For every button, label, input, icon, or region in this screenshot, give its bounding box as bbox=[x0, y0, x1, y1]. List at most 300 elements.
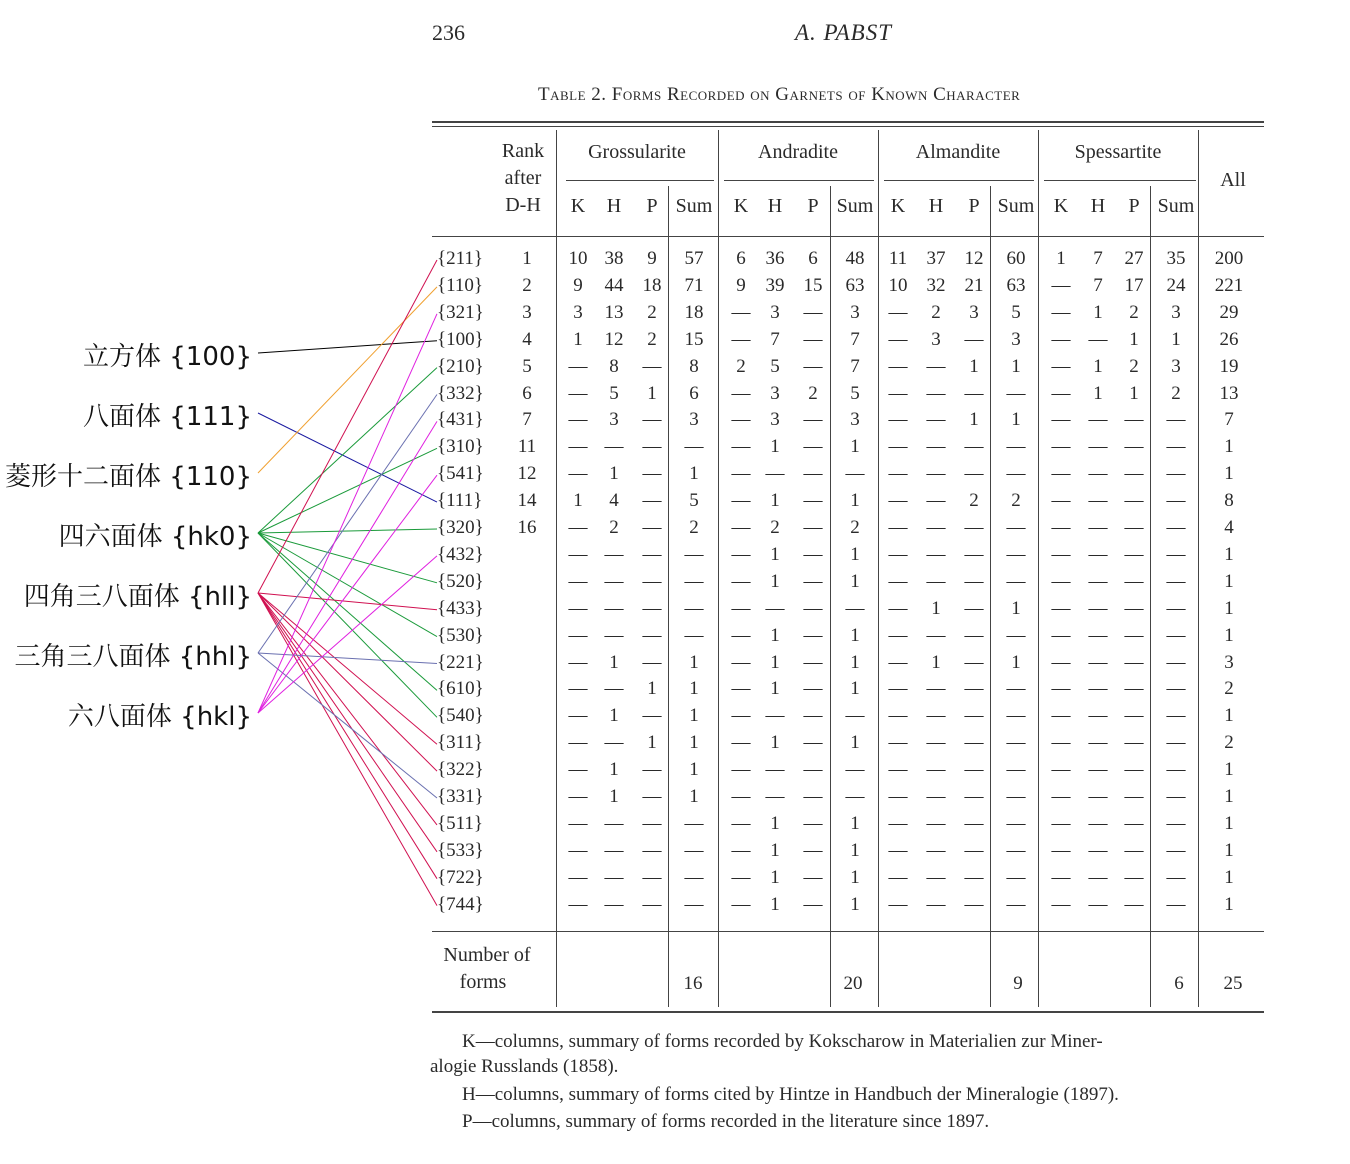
value-cell: — bbox=[1088, 732, 1108, 754]
value-cell: — bbox=[803, 624, 823, 646]
value-cell: — bbox=[1006, 866, 1026, 888]
value-cell: 3 bbox=[573, 301, 583, 323]
value-cell: — bbox=[926, 624, 946, 646]
all-cell: 1 bbox=[1224, 866, 1234, 888]
value-cell: — bbox=[1124, 759, 1144, 781]
all-cell: 1 bbox=[1224, 786, 1234, 807]
all-cell: 2 bbox=[1224, 732, 1234, 754]
form-label: {331} bbox=[437, 786, 484, 807]
value-cell: — bbox=[1088, 570, 1108, 592]
all-cell: 1 bbox=[1224, 597, 1234, 619]
value-cell: — bbox=[803, 651, 823, 673]
all-cell: 26 bbox=[1219, 328, 1239, 350]
sub-header-p: P bbox=[807, 195, 819, 217]
form-label: {722} bbox=[437, 866, 484, 888]
value-cell: 1 bbox=[770, 651, 780, 673]
value-cell: — bbox=[604, 543, 624, 565]
value-cell: — bbox=[964, 866, 984, 888]
value-cell: — bbox=[1051, 570, 1071, 592]
value-cell: — bbox=[1051, 759, 1071, 781]
page-number: 236 bbox=[432, 20, 465, 45]
value-cell: — bbox=[845, 786, 865, 807]
value-cell: 2 bbox=[647, 301, 657, 323]
form-label: {210} bbox=[437, 355, 484, 377]
value-cell: 1 bbox=[689, 651, 699, 673]
value-cell: — bbox=[1166, 839, 1186, 861]
value-cell: — bbox=[731, 759, 751, 781]
value-cell: — bbox=[888, 732, 908, 754]
value-cell: — bbox=[765, 463, 785, 485]
value-cell: 11 bbox=[888, 248, 908, 269]
value-cell: — bbox=[926, 866, 946, 888]
value-cell: — bbox=[731, 301, 751, 323]
value-cell: — bbox=[1006, 893, 1026, 915]
value-cell: — bbox=[604, 624, 624, 646]
value-cell: — bbox=[731, 732, 751, 754]
value-cell: 1 bbox=[850, 543, 860, 565]
value-cell: — bbox=[731, 705, 751, 727]
form-label: {610} bbox=[437, 678, 484, 700]
value-cell: — bbox=[803, 301, 823, 323]
sub-header-h: H bbox=[928, 195, 944, 217]
all-cell: 1 bbox=[1224, 839, 1234, 861]
value-cell: 48 bbox=[845, 248, 865, 269]
value-cell: — bbox=[604, 570, 624, 592]
connector-line bbox=[258, 287, 437, 473]
value-cell: — bbox=[1088, 839, 1108, 861]
number-of-forms-grossularite: 16 bbox=[683, 973, 703, 994]
rank-header-1: Rank bbox=[501, 140, 545, 162]
value-cell: — bbox=[642, 597, 662, 619]
value-cell: — bbox=[888, 490, 908, 512]
value-cell: — bbox=[568, 570, 588, 592]
form-label: {431} bbox=[437, 409, 484, 431]
value-cell: — bbox=[888, 517, 908, 538]
value-cell: — bbox=[568, 759, 588, 781]
value-cell: — bbox=[926, 409, 946, 431]
form-label: {211} bbox=[437, 248, 484, 269]
value-cell: 2 bbox=[850, 517, 860, 538]
table-title: Table 2. Forms Recorded on Garnets of Known Character bbox=[538, 84, 1021, 105]
value-cell: — bbox=[888, 382, 908, 404]
value-cell: — bbox=[1006, 839, 1026, 861]
value-cell: — bbox=[1166, 624, 1186, 646]
value-cell: 2 bbox=[770, 517, 780, 538]
value-cell: — bbox=[964, 786, 984, 807]
value-cell: — bbox=[845, 705, 865, 727]
value-cell: 1 bbox=[609, 705, 619, 727]
form-label: {432} bbox=[437, 543, 484, 565]
value-cell: — bbox=[568, 786, 588, 807]
value-cell: — bbox=[926, 570, 946, 592]
all-cell: 1 bbox=[1224, 436, 1234, 458]
value-cell: — bbox=[765, 759, 785, 781]
value-cell: — bbox=[803, 705, 823, 727]
value-cell: — bbox=[803, 570, 823, 592]
value-cell: — bbox=[964, 705, 984, 727]
value-cell: — bbox=[926, 839, 946, 861]
value-cell: — bbox=[1051, 786, 1071, 807]
value-cell: — bbox=[803, 409, 823, 431]
form-label: {322} bbox=[437, 759, 484, 781]
value-cell: — bbox=[803, 866, 823, 888]
value-cell: 1 bbox=[850, 839, 860, 861]
connector-line bbox=[258, 593, 437, 879]
value-cell: — bbox=[1051, 490, 1071, 512]
value-cell: — bbox=[1166, 678, 1186, 700]
value-cell: 1 bbox=[850, 866, 860, 888]
value-cell: — bbox=[642, 786, 662, 807]
value-cell: 10 bbox=[568, 248, 588, 269]
value-cell: 3 bbox=[770, 409, 780, 431]
value-cell: — bbox=[803, 678, 823, 700]
sub-header-p: P bbox=[968, 195, 980, 217]
form-label: {540} bbox=[437, 705, 484, 727]
form-label: {744} bbox=[437, 893, 484, 915]
value-cell: — bbox=[803, 355, 823, 377]
value-cell: — bbox=[1124, 893, 1144, 915]
value-cell: 18 bbox=[684, 301, 704, 323]
value-cell: — bbox=[684, 812, 704, 834]
connector-line bbox=[258, 341, 437, 353]
all-cell: 13 bbox=[1219, 382, 1239, 404]
value-cell: — bbox=[1006, 732, 1026, 754]
value-cell: — bbox=[731, 490, 751, 512]
value-cell: — bbox=[642, 517, 662, 538]
sub-header-h: H bbox=[767, 195, 783, 217]
value-cell: — bbox=[1006, 624, 1026, 646]
value-cell: — bbox=[1088, 651, 1108, 673]
value-cell: — bbox=[1124, 463, 1144, 485]
value-cell: 1 bbox=[689, 732, 699, 754]
value-cell: 1 bbox=[1011, 597, 1021, 619]
value-cell: — bbox=[1051, 409, 1071, 431]
footnote-k-1: K—columns, summary of forms recorded by Kokscharow in Materialien zur Miner- bbox=[462, 1031, 1103, 1052]
value-cell: — bbox=[1124, 597, 1144, 619]
value-cell: — bbox=[642, 409, 662, 431]
value-cell: — bbox=[803, 597, 823, 619]
connector-line bbox=[258, 593, 437, 906]
value-cell: 8 bbox=[609, 355, 619, 377]
value-cell: — bbox=[1166, 812, 1186, 834]
value-cell: — bbox=[926, 732, 946, 754]
value-cell: 1 bbox=[770, 839, 780, 861]
footnote-k-2: alogie Russlands (1858). bbox=[430, 1056, 619, 1077]
value-cell: — bbox=[1124, 490, 1144, 512]
value-cell: — bbox=[1166, 893, 1186, 915]
value-cell: 2 bbox=[969, 490, 979, 512]
value-cell: — bbox=[642, 705, 662, 727]
value-cell: — bbox=[926, 705, 946, 727]
value-cell: — bbox=[1124, 409, 1144, 431]
value-cell: — bbox=[1051, 893, 1071, 915]
value-cell: 1 bbox=[770, 570, 780, 592]
value-cell: — bbox=[1088, 543, 1108, 565]
form-label: {221} bbox=[437, 651, 484, 673]
value-cell: — bbox=[642, 759, 662, 781]
value-cell: — bbox=[964, 543, 984, 565]
value-cell: 6 bbox=[808, 248, 818, 269]
value-cell: 1 bbox=[1093, 355, 1103, 377]
value-cell: — bbox=[731, 839, 751, 861]
value-cell: — bbox=[1124, 624, 1144, 646]
value-cell: 1 bbox=[850, 570, 860, 592]
annotation-label: 菱形十二面体 {110} bbox=[5, 462, 252, 492]
value-cell: — bbox=[1006, 517, 1026, 538]
value-cell: 1 bbox=[647, 678, 657, 700]
rank-cell: 6 bbox=[522, 382, 532, 404]
connector-line bbox=[258, 653, 437, 664]
value-cell: 3 bbox=[770, 301, 780, 323]
value-cell: 37 bbox=[926, 248, 946, 269]
all-cell: 1 bbox=[1224, 624, 1234, 646]
group-header-andradite: Andradite bbox=[758, 141, 838, 163]
value-cell: 4 bbox=[609, 490, 619, 512]
value-cell: — bbox=[604, 732, 624, 754]
value-cell: — bbox=[1124, 436, 1144, 458]
rank-cell: 3 bbox=[522, 301, 532, 323]
value-cell: — bbox=[926, 436, 946, 458]
sub-header-k: K bbox=[570, 195, 586, 217]
value-cell: — bbox=[888, 705, 908, 727]
value-cell: — bbox=[964, 328, 984, 350]
value-cell: — bbox=[765, 786, 785, 807]
all-cell: 1 bbox=[1224, 759, 1234, 781]
value-cell: 1 bbox=[1171, 328, 1181, 350]
value-cell: — bbox=[1088, 597, 1108, 619]
value-cell: — bbox=[1006, 463, 1026, 485]
value-cell: — bbox=[1051, 651, 1071, 673]
value-cell: 1 bbox=[1011, 409, 1021, 431]
connector-line bbox=[258, 533, 437, 637]
value-cell: — bbox=[803, 490, 823, 512]
value-cell: — bbox=[888, 759, 908, 781]
value-cell: 1 bbox=[770, 732, 780, 754]
annotation-label: 三角三八面体 {hhl} bbox=[14, 642, 252, 672]
value-cell: 3 bbox=[931, 328, 941, 350]
value-cell: — bbox=[642, 543, 662, 565]
value-cell: 3 bbox=[609, 409, 619, 431]
value-cell: — bbox=[1088, 893, 1108, 915]
value-cell: — bbox=[1088, 463, 1108, 485]
connector-line bbox=[258, 533, 437, 690]
value-cell: — bbox=[1051, 678, 1071, 700]
rank-cell: 11 bbox=[517, 436, 537, 458]
form-label: {511} bbox=[437, 812, 484, 834]
rank-cell: 2 bbox=[522, 274, 532, 296]
form-label: {311} bbox=[437, 732, 484, 754]
value-cell: — bbox=[568, 812, 588, 834]
value-cell: — bbox=[888, 866, 908, 888]
value-cell: 1 bbox=[770, 866, 780, 888]
value-cell: — bbox=[1124, 786, 1144, 807]
form-label: {110} bbox=[437, 274, 484, 296]
value-cell: 12 bbox=[604, 328, 624, 350]
value-cell: — bbox=[926, 812, 946, 834]
value-cell: — bbox=[568, 893, 588, 915]
value-cell: — bbox=[1051, 705, 1071, 727]
rank-cell: 1 bbox=[522, 248, 532, 269]
value-cell: — bbox=[1088, 759, 1108, 781]
value-cell: 1 bbox=[850, 651, 860, 673]
rank-cell: 16 bbox=[517, 517, 537, 538]
value-cell: 17 bbox=[1124, 274, 1144, 296]
value-cell: — bbox=[964, 517, 984, 538]
value-cell: — bbox=[926, 463, 946, 485]
value-cell: — bbox=[888, 893, 908, 915]
rank-cell: 14 bbox=[517, 490, 537, 512]
value-cell: — bbox=[568, 678, 588, 700]
value-cell: — bbox=[964, 463, 984, 485]
value-cell: 1 bbox=[647, 382, 657, 404]
value-cell: — bbox=[926, 893, 946, 915]
form-label: {320} bbox=[437, 517, 484, 538]
value-cell: 1 bbox=[573, 490, 583, 512]
value-cell: — bbox=[1051, 597, 1071, 619]
value-cell: — bbox=[731, 678, 751, 700]
value-cell: — bbox=[1051, 436, 1071, 458]
value-cell: — bbox=[803, 732, 823, 754]
value-cell: — bbox=[642, 490, 662, 512]
connector-line bbox=[258, 448, 437, 533]
connector-line bbox=[258, 314, 437, 713]
value-cell: — bbox=[888, 624, 908, 646]
value-cell: — bbox=[803, 759, 823, 781]
connector-line bbox=[258, 395, 437, 654]
value-cell: — bbox=[604, 678, 624, 700]
value-cell: — bbox=[1088, 436, 1108, 458]
value-cell: 3 bbox=[770, 382, 780, 404]
value-cell: — bbox=[1051, 624, 1071, 646]
value-cell: 32 bbox=[926, 274, 946, 296]
connector-line bbox=[258, 368, 437, 533]
value-cell: — bbox=[926, 517, 946, 538]
value-cell: — bbox=[568, 651, 588, 673]
value-cell: — bbox=[1088, 624, 1108, 646]
value-cell: — bbox=[964, 759, 984, 781]
value-cell: 5 bbox=[609, 382, 619, 404]
value-cell: 44 bbox=[604, 274, 624, 296]
connector-line bbox=[258, 529, 437, 533]
value-cell: — bbox=[731, 328, 751, 350]
all-cell: 8 bbox=[1224, 490, 1234, 512]
value-cell: — bbox=[888, 839, 908, 861]
value-cell: 1 bbox=[573, 328, 583, 350]
value-cell: — bbox=[1088, 409, 1108, 431]
value-cell: 1 bbox=[850, 893, 860, 915]
value-cell: 1 bbox=[770, 812, 780, 834]
connector-line bbox=[258, 475, 437, 713]
value-cell: 2 bbox=[808, 382, 818, 404]
value-cell: 1 bbox=[770, 893, 780, 915]
value-cell: — bbox=[568, 463, 588, 485]
value-cell: 2 bbox=[736, 355, 746, 377]
value-cell: 6 bbox=[736, 248, 746, 269]
form-label: {530} bbox=[437, 624, 484, 646]
value-cell: 1 bbox=[770, 624, 780, 646]
value-cell: — bbox=[888, 328, 908, 350]
value-cell: — bbox=[604, 597, 624, 619]
value-cell: — bbox=[1124, 705, 1144, 727]
value-cell: — bbox=[1166, 597, 1186, 619]
form-label: {541} bbox=[437, 463, 484, 485]
rank-cell: 12 bbox=[517, 463, 537, 485]
value-cell: — bbox=[1166, 543, 1186, 565]
value-cell: — bbox=[1088, 678, 1108, 700]
value-cell: — bbox=[845, 463, 865, 485]
value-cell: — bbox=[1051, 812, 1071, 834]
value-cell: — bbox=[1088, 490, 1108, 512]
number-of-forms-andradite: 20 bbox=[843, 973, 863, 994]
value-cell: 3 bbox=[1171, 355, 1181, 377]
value-cell: — bbox=[642, 463, 662, 485]
sub-header-p: P bbox=[646, 195, 658, 217]
all-cell: 7 bbox=[1224, 409, 1234, 431]
value-cell: — bbox=[731, 597, 751, 619]
value-cell: — bbox=[845, 759, 865, 781]
value-cell: — bbox=[964, 597, 984, 619]
value-cell: — bbox=[1006, 705, 1026, 727]
value-cell: — bbox=[731, 866, 751, 888]
sub-header-sum: Sum bbox=[675, 195, 713, 217]
sub-header-p: P bbox=[1128, 195, 1140, 217]
all-cell: 3 bbox=[1224, 651, 1234, 673]
value-cell: — bbox=[1124, 570, 1144, 592]
value-cell: — bbox=[1124, 839, 1144, 861]
value-cell: 15 bbox=[803, 274, 823, 296]
value-cell: — bbox=[1051, 543, 1071, 565]
value-cell: — bbox=[1124, 517, 1144, 538]
value-cell: — bbox=[731, 436, 751, 458]
value-cell: 7 bbox=[770, 328, 780, 350]
value-cell: — bbox=[1166, 705, 1186, 727]
value-cell: — bbox=[803, 786, 823, 807]
value-cell: 2 bbox=[931, 301, 941, 323]
value-cell: 9 bbox=[736, 274, 746, 296]
value-cell: — bbox=[1051, 732, 1071, 754]
all-cell: 200 bbox=[1214, 248, 1244, 269]
value-cell: — bbox=[926, 678, 946, 700]
value-cell: 1 bbox=[689, 786, 699, 807]
value-cell: — bbox=[568, 436, 588, 458]
value-cell: — bbox=[1051, 301, 1071, 323]
value-cell: 60 bbox=[1006, 248, 1026, 269]
value-cell: 2 bbox=[647, 328, 657, 350]
value-cell: 1 bbox=[850, 732, 860, 754]
all-header: All bbox=[1220, 169, 1246, 191]
footnote-p: P—columns, summary of forms recorded in the literature since 1897. bbox=[462, 1111, 990, 1132]
value-cell: — bbox=[1166, 786, 1186, 807]
value-cell: 13 bbox=[604, 301, 624, 323]
value-cell: — bbox=[642, 651, 662, 673]
rank-header-2: after bbox=[504, 167, 542, 189]
group-header-almandite: Almandite bbox=[915, 141, 1001, 163]
value-cell: 3 bbox=[1171, 301, 1181, 323]
value-cell: 7 bbox=[850, 328, 860, 350]
value-cell: — bbox=[1166, 463, 1186, 485]
value-cell: — bbox=[642, 436, 662, 458]
value-cell: — bbox=[888, 812, 908, 834]
value-cell: — bbox=[765, 705, 785, 727]
value-cell: 2 bbox=[1011, 490, 1021, 512]
value-cell: — bbox=[1006, 436, 1026, 458]
value-cell: 6 bbox=[689, 382, 699, 404]
rank-cell: 7 bbox=[522, 409, 532, 431]
connector-line bbox=[258, 593, 437, 825]
value-cell: — bbox=[1051, 355, 1071, 377]
value-cell: — bbox=[803, 463, 823, 485]
value-cell: — bbox=[1051, 328, 1071, 350]
